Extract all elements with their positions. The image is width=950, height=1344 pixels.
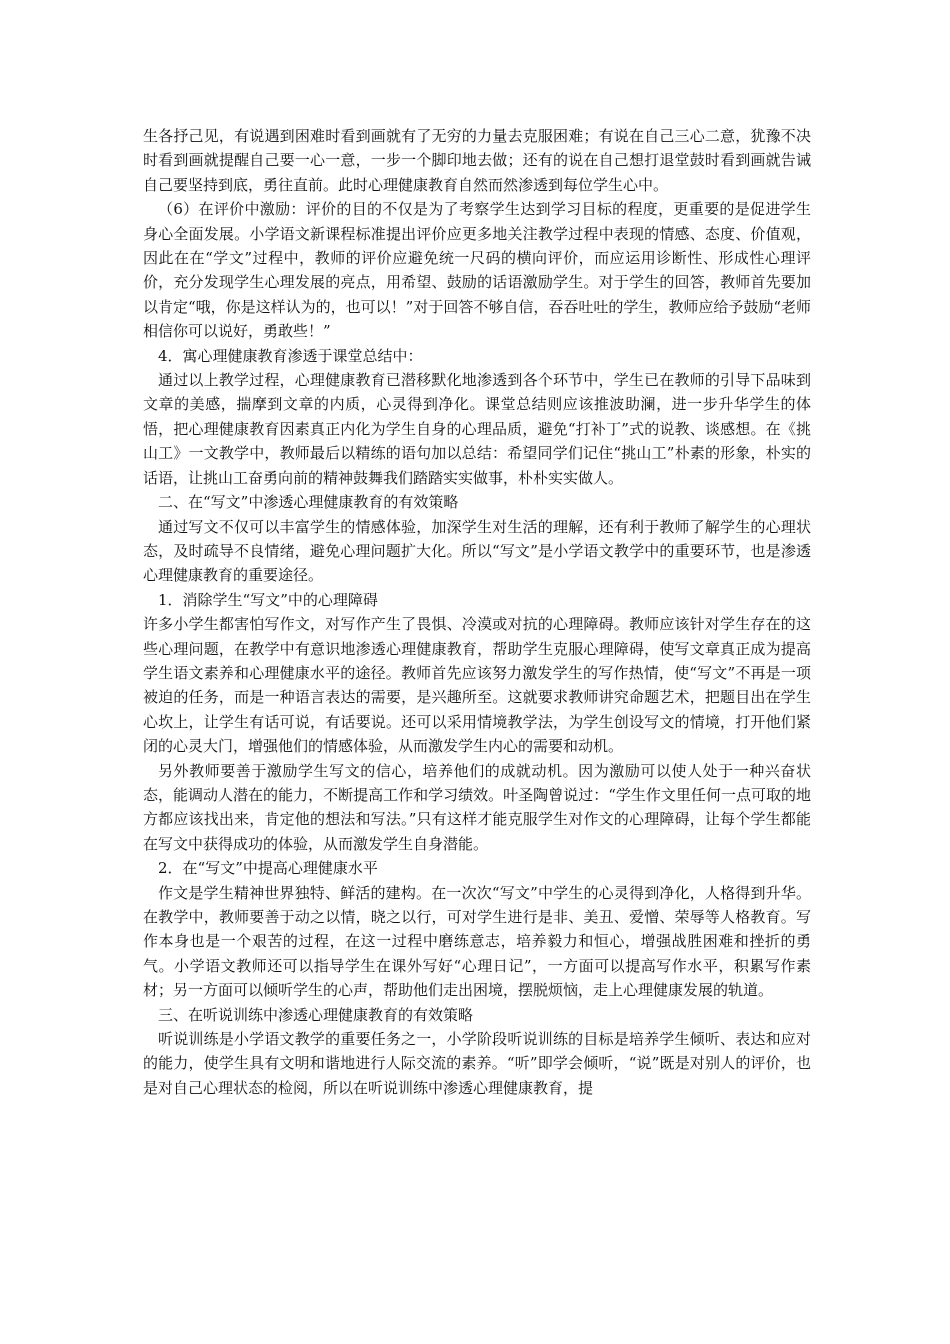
paragraph: 另外教师要善于激励学生写文的信心，培养他们的成就动机。因为激励可以使人处于一种兴奋状态，能调动人潜在的能力，不断提高工作和学习绩效。叶圣陶曾说过：“学生作文里任何一点可取的地方都应该找出来，肯定他的想法和写法。”只有这样才能克服学生对作文的心理障碍，让每个学生都能在写文中获得成功的体验，从而激发学生自身潜能。: [143, 761, 811, 853]
section-heading: 1．消除学生“写文”中的心理障碍: [158, 590, 378, 609]
paragraph: 通过以上教学过程，心理健康教育已潜移默化地渗透到各个环节中，学生已在教师的引导下品味到文章的美感，揣摩到文章的内质，心灵得到净化。课堂总结则应该推波助澜，进一步升华学生的体悟，把心理健康教育因素真正内化为学生自身的心理品质，避免“打补丁”式的说教、谈感想。在《挑山工》一文教学中，教师最后以精练的语句加以总结：希望同学们记住“挑山工”朴素的形象，朴实的话语，让挑山工奋勇向前的精神鼓舞我们踏踏实实做事，朴朴实实做人。: [143, 371, 811, 487]
paragraph: 作文是学生精神世界独特、鲜活的建构。在一次次“写文”中学生的心灵得到净化，人格得到升华。在教学中，教师要善于动之以情，晓之以行，可对学生进行是非、美丑、爱憎、荣辱等人格教育。写作本身也是一个艰苦的过程，在这一过程中磨练意志，培养毅力和恒心，增强战胜困难和挫折的勇气。小学语文教师还可以指导学生在课外写好“心理日记”，一方面可以提高写作水平，积累写作素材；另一方面可以倾听学生的心声，帮助他们走出困境，摆脱烦恼，走上心理健康发展的轨道。: [143, 883, 811, 1000]
section-heading: 二、在“写文”中渗透心理健康教育的有效策略: [158, 493, 459, 512]
section-heading: 4．寓心理健康教育渗透于课堂总结中：: [158, 346, 423, 365]
section-heading: 2．在“写文”中提高心理健康水平: [158, 859, 378, 878]
paragraph: （6）在评价中激励：评价的目的不仅是为了考察学生达到学习目标的程度，更重要的是促进学生身心全面发展。小学语文新课程标准提出评价应更多地关注教学过程中表现的情感、态度、价值观，因此在在“学文”过程中，教师的评价应避免统一尺码的横向评价，而应运用诊断性、形成性心理评价，充分发现学生心理发展的亮点，用希望、鼓励的话语激励学生。对于学生的回答，教师首先要加以肯定“哦，你是这样认为的，也可以！”对于回答不够自信，吞吞吐吐的学生，教师应给予鼓励“老师相信你可以说好，勇敢些！”: [143, 200, 812, 341]
paragraph: 听说训练是小学语文教学的重要任务之一，小学阶段听说训练的目标是培养学生倾听、表达和应对的能力，使学生具有文明和谐地进行人际交流的素养。“听”即学会倾听，“说”既是对别人的评价，也是对自己心理状态的检阅，所以在听说训练中渗透心理健康教育，提: [143, 1030, 811, 1097]
paragraph: 许多小学生都害怕写作文，对写作产生了畏惧、冷漠或对抗的心理障碍。教师应该针对学生存在的这些心理问题，在教学中有意识地渗透心理健康教育，帮助学生克服心理障碍，使写文章真正成为提高学生语文素养和心理健康水平的途径。教师首先应该努力激发学生的写作热情，使“写文”不再是一项被迫的任务，而是一种语言表达的需要，是兴趣所至。这就要求教师讲究命题艺术，把题目出在学生心坎上，让学生有话可说，有话要说。还可以采用情境教学法，为学生创设写文的情境，打开他们紧闭的心灵大门，增强他们的情感体验，从而激发学生内心的需要和动机。: [143, 615, 811, 756]
document-body: [143, 124, 811, 1100]
paragraph: 通过写文不仅可以丰富学生的情感体验，加深学生对生活的理解，还有利于教师了解学生的心理状态，及时疏导不良情绪，避免心理问题扩大化。所以“写文”是小学语文教学中的重要环节，也是渗透心理健康教育的重要途径。: [143, 517, 811, 585]
paragraph: 生各抒己见，有说遇到困难时看到画就有了无穷的力量去克服困难；有说在自己三心二意，犹豫不决时看到画就提醒自己要一心一意，一步一个脚印地去做；还有的说在自己想打退堂鼓时看到画就告诫自己要坚持到底，勇往直前。此时心理健康教育自然而然渗透到每位学生心中。: [143, 127, 811, 194]
section-heading: 三、在听说训练中渗透心理健康教育的有效策略: [158, 1005, 474, 1024]
